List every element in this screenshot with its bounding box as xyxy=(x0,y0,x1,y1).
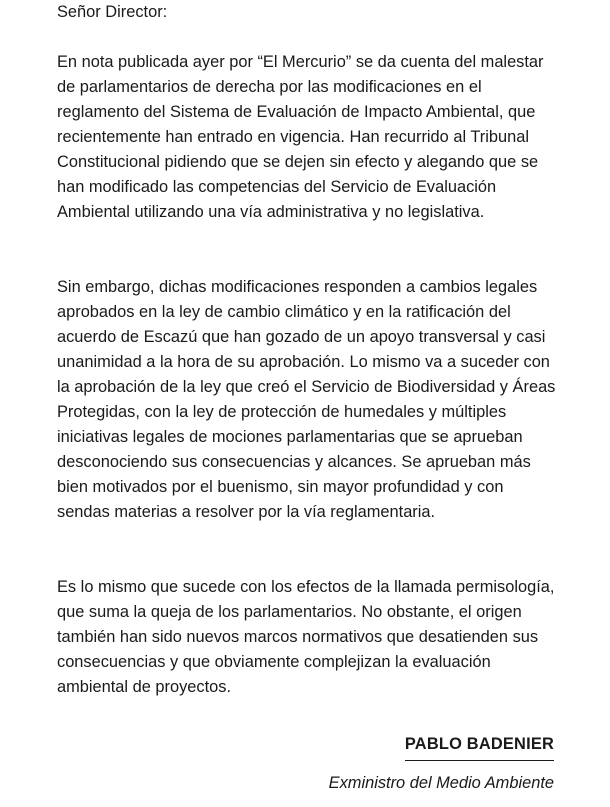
signature-block xyxy=(329,734,554,793)
paragraph-1: En nota publicada ayer por “El Mercurio” se da cuenta del malestar de parlamentarios de derecha por las modificaciones en el reglamento del Sistema de Evaluación de Impacto Ambiental, que recientemente han entrado en vigencia. Han recurrido al Tribunal Constitucional pidiendo que se dejen sin efecto y alegando que se han modificado las competencias del Servicio de Evaluación Ambiental utilizando una vía administrativa y no legislativa. xyxy=(57,53,544,221)
signature-role: Exministro del Medio Ambiente xyxy=(328,774,554,792)
paragraph-3: Es lo mismo que sucede con los efectos de la llamada permisología, que suma la queja de los parlamentarios. No obstante, el origen también han sido nuevos marcos normativos que desatienden sus consecuencias y que obviamente complejizan la evaluación ambiental de proyectos. xyxy=(57,578,555,696)
signature-name: PABLO BADENIER xyxy=(405,734,554,761)
paragraph-2: Sin embargo, dichas modificaciones responden a cambios legales aprobados en la ley de cambio climático y en la ratificación del acuerdo de Escazú que han gozado de un apoyo transversal y casi unanimidad a la hora de su aprobación. Lo mismo va a suceder con la aprobación de la ley que creó el Servicio de Biodiversidad y Áreas Protegidas, con la ley de protección de humedales y múltiples iniciativas legales de mociones parlamentarias que se aprueban desconociendo sus consecuencias y alcances. Se aprueban más bien motivados por el buenismo, sin mayor profundidad y con sendas materias a resolver por la vía reglamentaria. xyxy=(57,278,556,521)
salutation: Señor Director: xyxy=(57,3,168,21)
